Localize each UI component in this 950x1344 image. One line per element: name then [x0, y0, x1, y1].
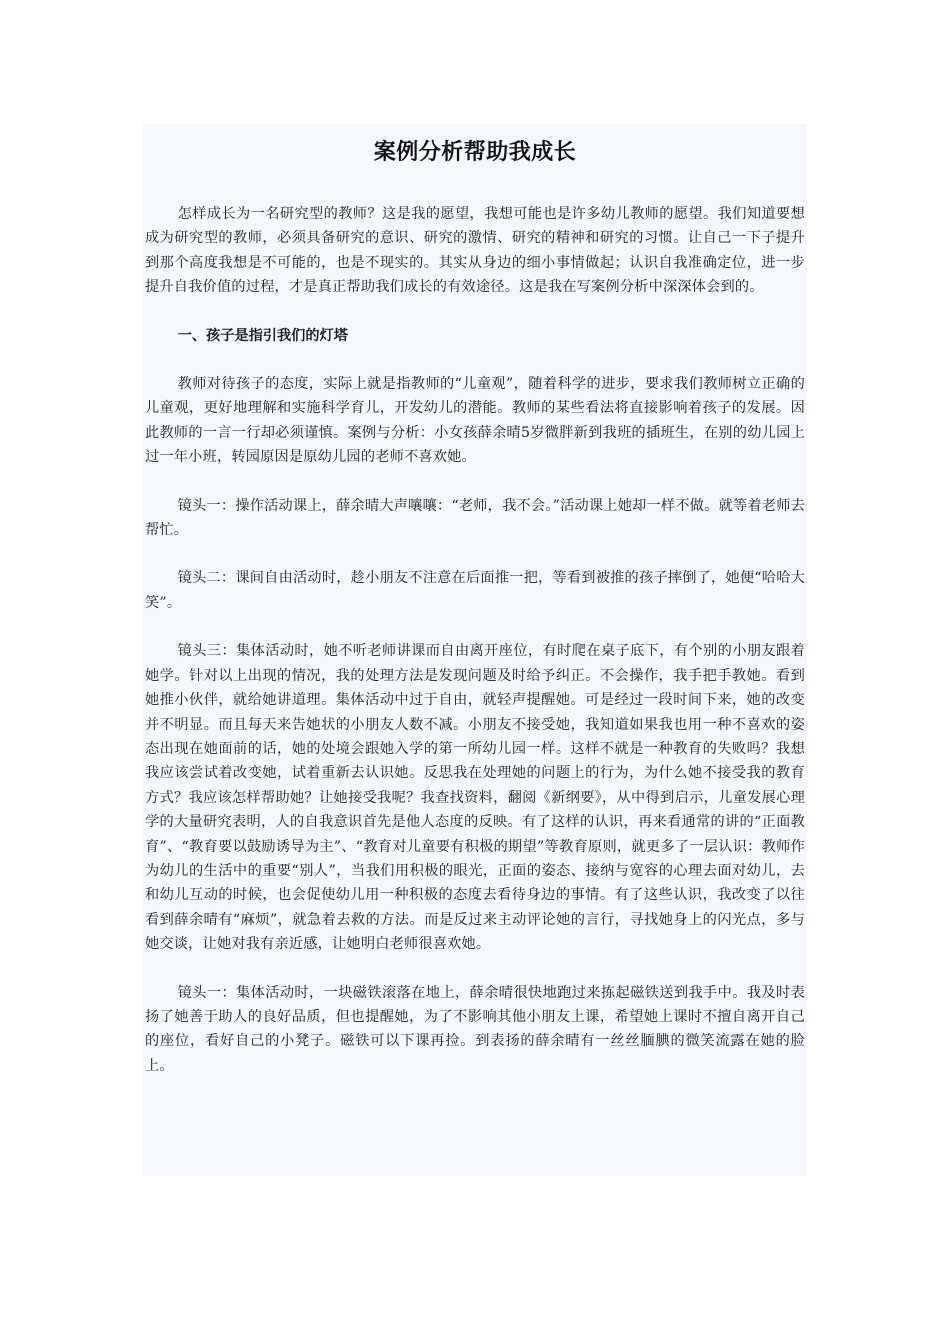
spacer [145, 957, 805, 981]
case-shot-1: 镜头一：操作活动课上，薛余晴大声嚷嚷：“老师，我不会。”活动课上她却一样不做。就等着老师去帮忙。 [145, 497, 805, 539]
spacer [145, 348, 805, 372]
section-heading: 一、孩子是指引我们的灯塔 [177, 327, 348, 344]
spacer [145, 615, 805, 639]
spacer [145, 300, 805, 324]
case-shot-3: 镜头三：集体活动时，她不听老师讲课而自由离开座位，有时爬在桌子底下，有个别的小朋友跟着她学。针对以上出现的情况，我的处理方法是发现问题及时给予纠正。不会操作，我手把手教她。看到她推小伙伴，就给她讲道理。集体活动中过于自由，就轻声提醒她。可是经过一段时间下来，她的改变并不明显。而且每天来告她状的小朋友人数不减。小朋友不接受她，我知道如果我也用一种不喜欢的姿态出现在她面前的话，她的处境会跟她入学的第一所幼儿园一样。这样不就是一种教育的失败吗？我想我应该尝试着改变她，试着重新去认识她。反思我在处理她的问题上的行为，为什么她不接受我的教育方式？我应该怎样帮助她？让她接受我呢？我查找资料，翻阅《新纲要》，从中得到启示，儿童发展心理学的大量研究表明，人的自我意识首先是他人态度的反映。有了这样的认识，再来看通常的讲的“正面教育”、“教育要以鼓励诱导为主”、“教育对儿童要有积极的期望”等教育原则，就更多了一层认识：教师作为幼儿的生活中的重要“别人”，当我们用积极的眼光，正面的姿态、接纳与宽容的心理去面对幼儿，去和幼儿互动的时候，也会促使幼儿用一种积极的态度去看待身边的事情。有了这些认识，我改变了以往看到薛余晴有“麻烦”，就急着去救的方法。而是反过来主动评论她的言行，寻找她身上的闪光点，多与她交谈，让她对我有亲近感，让她明白老师很喜欢她。 [145, 643, 805, 953]
page-title: 案例分析帮助我成长 [373, 140, 577, 165]
intro-paragraph: 怎样成长为一名研究型的教师？这是我的愿望，我想可能也是许多幼儿教师的愿望。我们知道要想成为研究型的教师，必须具备研究的意识、研究的激情、研究的精神和研究的习惯。让自己一下子提升到那个高度我想是不可能的，也是不现实的。其实从身边的细小事情做起；认识自我准确定位，进一步提升自我价值的过程，才是真正帮助我们成长的有效途径。这是我在写案例分析中深深体会到的。 [145, 206, 805, 296]
case-shot-2: 镜头二：课间自由活动时，趁小朋友不注意在后面推一把，等看到被推的孩子摔倒了，她便“哈哈大笑”。 [145, 570, 805, 611]
document-panel [143, 124, 807, 1176]
section-paragraph: 教师对待孩子的态度，实际上就是指教师的“儿童观”，随着科学的进步，要求我们教师树立正确的儿童观，更好地理解和实施科学育儿，开发幼儿的潜能。教师的某些看法将直接影响着孩子的发展。因此教师的一言一行却必须谨慎。案例与分析：小女孩薛余晴5岁微胖新到我班的插班生，在别的幼儿园上过一年小班，转园原因是原幼儿园的老师不喜欢她。 [145, 376, 805, 466]
spacer [145, 470, 805, 494]
spacer [145, 168, 805, 202]
case-shot-4: 镜头一：集体活动时，一块磁铁滚落在地上，薛余晴很快地跑过来拣起磁铁送到我手中。我及时表扬了她善于助人的良好品质，但也提醒她，为了不影响其他小朋友上课，希望她上课时不擅自离开自己的座位，看好自己的小凳子。磁铁可以下课再捡。到表扬的薛余晴有一丝丝腼腆的微笑流露在她的脸上。 [145, 984, 805, 1074]
spacer [145, 542, 805, 566]
